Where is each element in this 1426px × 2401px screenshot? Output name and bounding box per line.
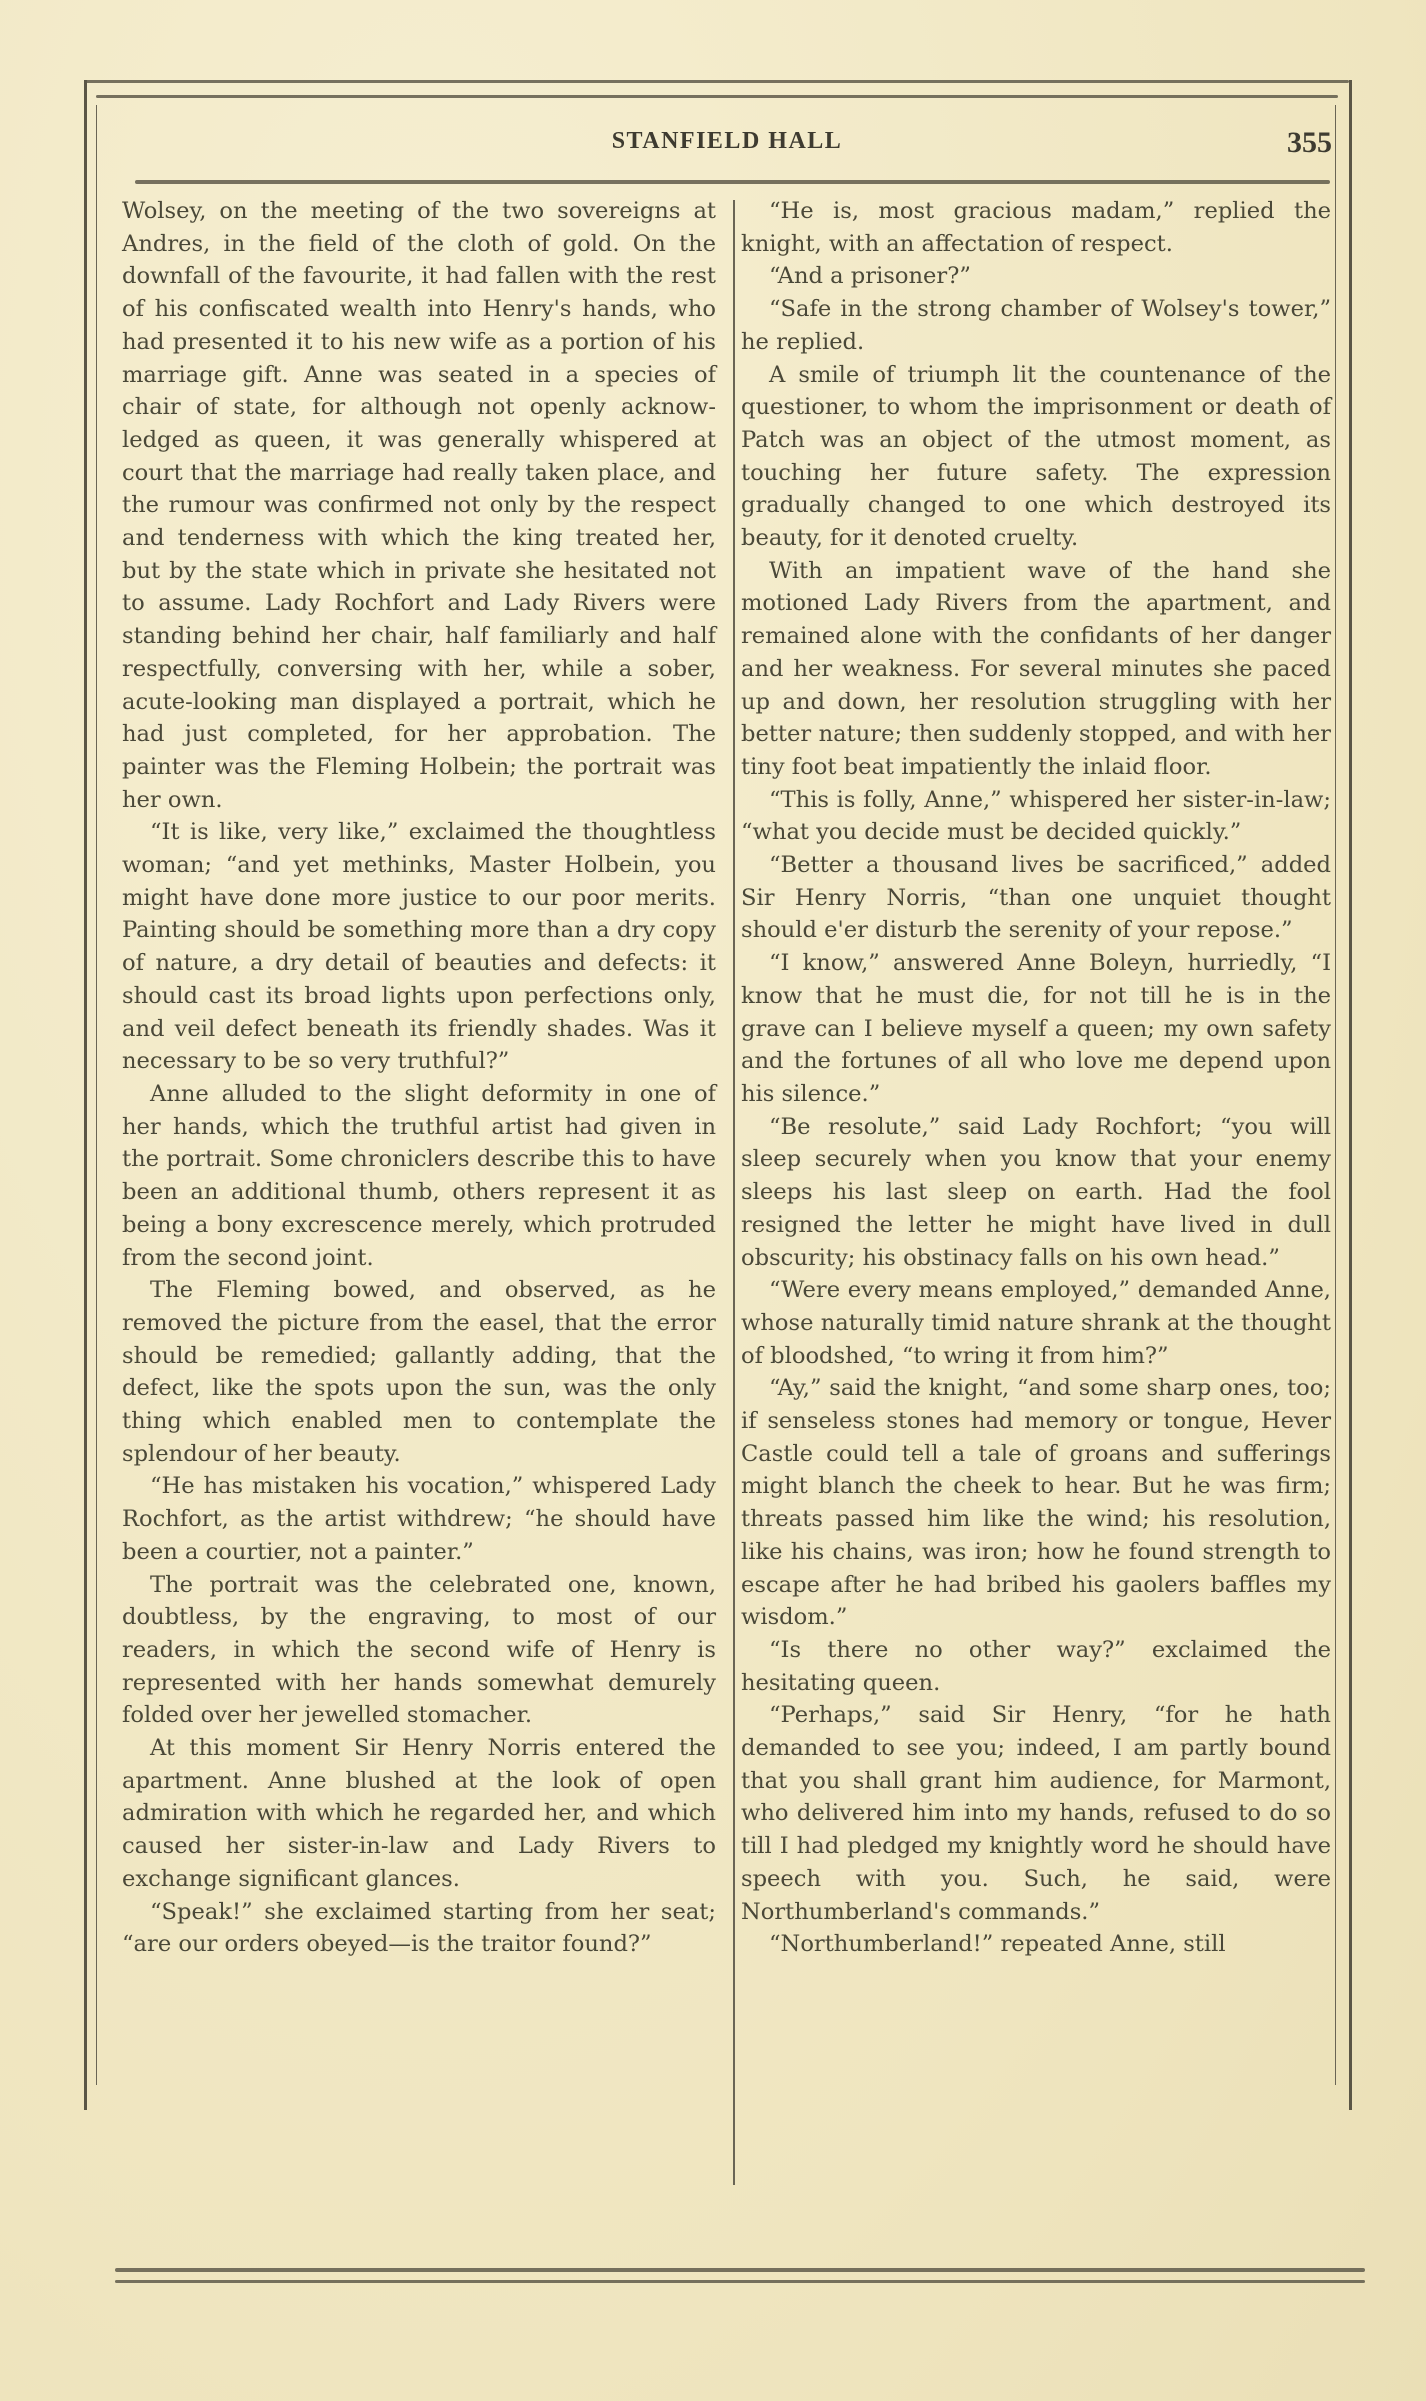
bottom-ornamental-rule xyxy=(115,2264,1365,2292)
paragraph: “Be resolute,” said Lady Rochfort; “you will sleep securely when you know that your enemy sleeps his last sleep on earth. Had the fool resigned the letter he might have lived in dull obscurity; his obstinacy falls on his own head.” xyxy=(741,1113,1331,1271)
paragraph: Wolsey, on the meeting of the two sovereigns at Andres, in the field of the cloth of gold. On the downfall of the favourite, it had fallen with the rest of his confiscated wealth into Henry's hands, who had presented it to his new wife as a portion of his marriage gift. Anne was seated in a species of chair of state, for although not openly acknowledged as queen, it was generally whispered at court that the marriage had really taken place, and the rumour was confirmed not only by the respect and tenderness with which the king treated her, but by the state which in private she hesitated not to assume. Lady Rochfort and Lady Rivers were standing behind her chair, half familiarly and half respectfully, conversing with her, while a sober, acute-looking man displayed a portrait, which he had just completed, for her approbation. The painter was the Fleming Holbein; the portrait was her own. xyxy=(122,198,716,813)
paragraph: The portrait was the celebrated one, known, doubtless, by the engraving, to most of our readers, in which the second wife of Henry is represented with her hands somewhat demurely folded over her jewelled stomacher. xyxy=(122,1571,716,1729)
page-number: 355 xyxy=(1287,126,1332,159)
paragraph: “Ay,” said the knight, “and some sharp ones, too; if senseless stones had memory or tongue, Hever Castle could tell a tale of groans and sufferings might blanch the cheek to hear. But he was firm; threats passed him like the wind; his resolution, like his chains, was iron; how he found strength to escape after he had bribed his gaolers baffles my wisdom.” xyxy=(741,1375,1331,1631)
left-column xyxy=(122,195,716,1961)
paragraph: Anne alluded to the slight deformity in one of her hands, which the truthful artist had given in the portrait. Some chroniclers describe this to have been an additional thumb, others represent it as being a bony excrescence merely, which protruded from the second joint. xyxy=(122,1080,716,1271)
column-divider xyxy=(733,200,735,2185)
paragraph: “It is like, very like,” exclaimed the thoughtless woman; “and yet methinks, Master Holbein, you might have done more justice to our poor merits. Painting should be something more than a dry copy of nature, a dry detail of beauties and defects: it should cast its broad lights upon perfections only, and veil defect beneath its friendly shades. Was it necessary to be so very truthful?” xyxy=(122,819,716,1075)
right-column xyxy=(741,195,1331,1961)
paragraph: At this moment Sir Henry Norris entered the apartment. Anne blushed at the look of open admiration with which he regarded her, and which caused her sister-in-law and Lady Rivers to exchange significant glances. xyxy=(122,1735,716,1892)
paragraph: “I know,” answered Anne Boleyn, hurriedly, “I know that he must die, for not till he is in the grave can I believe myself a queen; my own safety and the fortunes of all who love me depend upon his silence.” xyxy=(741,950,1331,1107)
paragraph: “Better a thousand lives be sacrificed,” added Sir Henry Norris, “than one unquiet thought should e'er disturb the serenity of your repose.” xyxy=(741,852,1331,944)
paragraph: “This is folly, Anne,” whispered her sister-in-law; “what you decide must be decided quickly.” xyxy=(741,786,1331,846)
paragraph: “Speak!” she exclaimed starting from her seat; “are our orders obeyed—is the traitor found?” xyxy=(122,1898,716,1958)
page-header xyxy=(122,128,1332,168)
paragraph: “Perhaps,” said Sir Henry, “for he hath demanded to see you; indeed, I am partly bound that you shall grant him audience, for Marmont, who delivered him into my hands, refused to do so till I had pledged my knightly word he should have speech with you. Such, he said, were Northumberland's commands.” xyxy=(741,1702,1331,1925)
running-title: STANFIELD HALL xyxy=(611,128,843,154)
paragraph: “He has mistaken his vocation,” whispered Lady Rochfort, as the artist withdrew; “he should have been a courtier, not a painter.” xyxy=(122,1473,716,1565)
paragraph: “Is there no other way?” exclaimed the hesitating queen. xyxy=(741,1636,1331,1696)
paragraph: A smile of triumph lit the countenance of the questioner, to whom the imprisonment or death of Patch was an object of the utmost moment, as touching her future safety. The expression gradually changed to one which destroyed its beauty, for it denoted cruelty. xyxy=(741,361,1331,552)
bottom-rule-upper xyxy=(115,2268,1365,2272)
paragraph: “And a prisoner?” xyxy=(769,263,971,290)
paragraph: “Were every means employed,” demanded Anne, whose naturally timid nature shrank at the thought of bloodshed, “to wring it from him?” xyxy=(741,1277,1331,1369)
paragraph: “Safe in the strong chamber of Wolsey's tower,” he replied. xyxy=(741,296,1331,355)
header-rule xyxy=(135,180,1330,184)
paragraph: “Northumberland!” repeated Anne, still xyxy=(769,1931,1226,1958)
paragraph: “He is, most gracious madam,” replied the knight, with an affectation of respect. xyxy=(741,198,1331,257)
paragraph: With an impatient wave of the hand she motioned Lady Rivers from the apartment, and remained alone with the confidants of her danger and her weakness. For several minutes she paced up and down, her resolution struggling with her better nature; then suddenly stopped, and with her tiny foot beat impatiently the inlaid floor. xyxy=(741,557,1331,780)
paragraph: The Fleming bowed, and observed, as he removed the picture from the easel, that the error should be remedied; gallantly adding, that the defect, like the spots upon the sun, was the only thing which enabled men to contemplate the splendour of her beauty. xyxy=(122,1277,716,1467)
bottom-rule-lower xyxy=(115,2280,1365,2283)
